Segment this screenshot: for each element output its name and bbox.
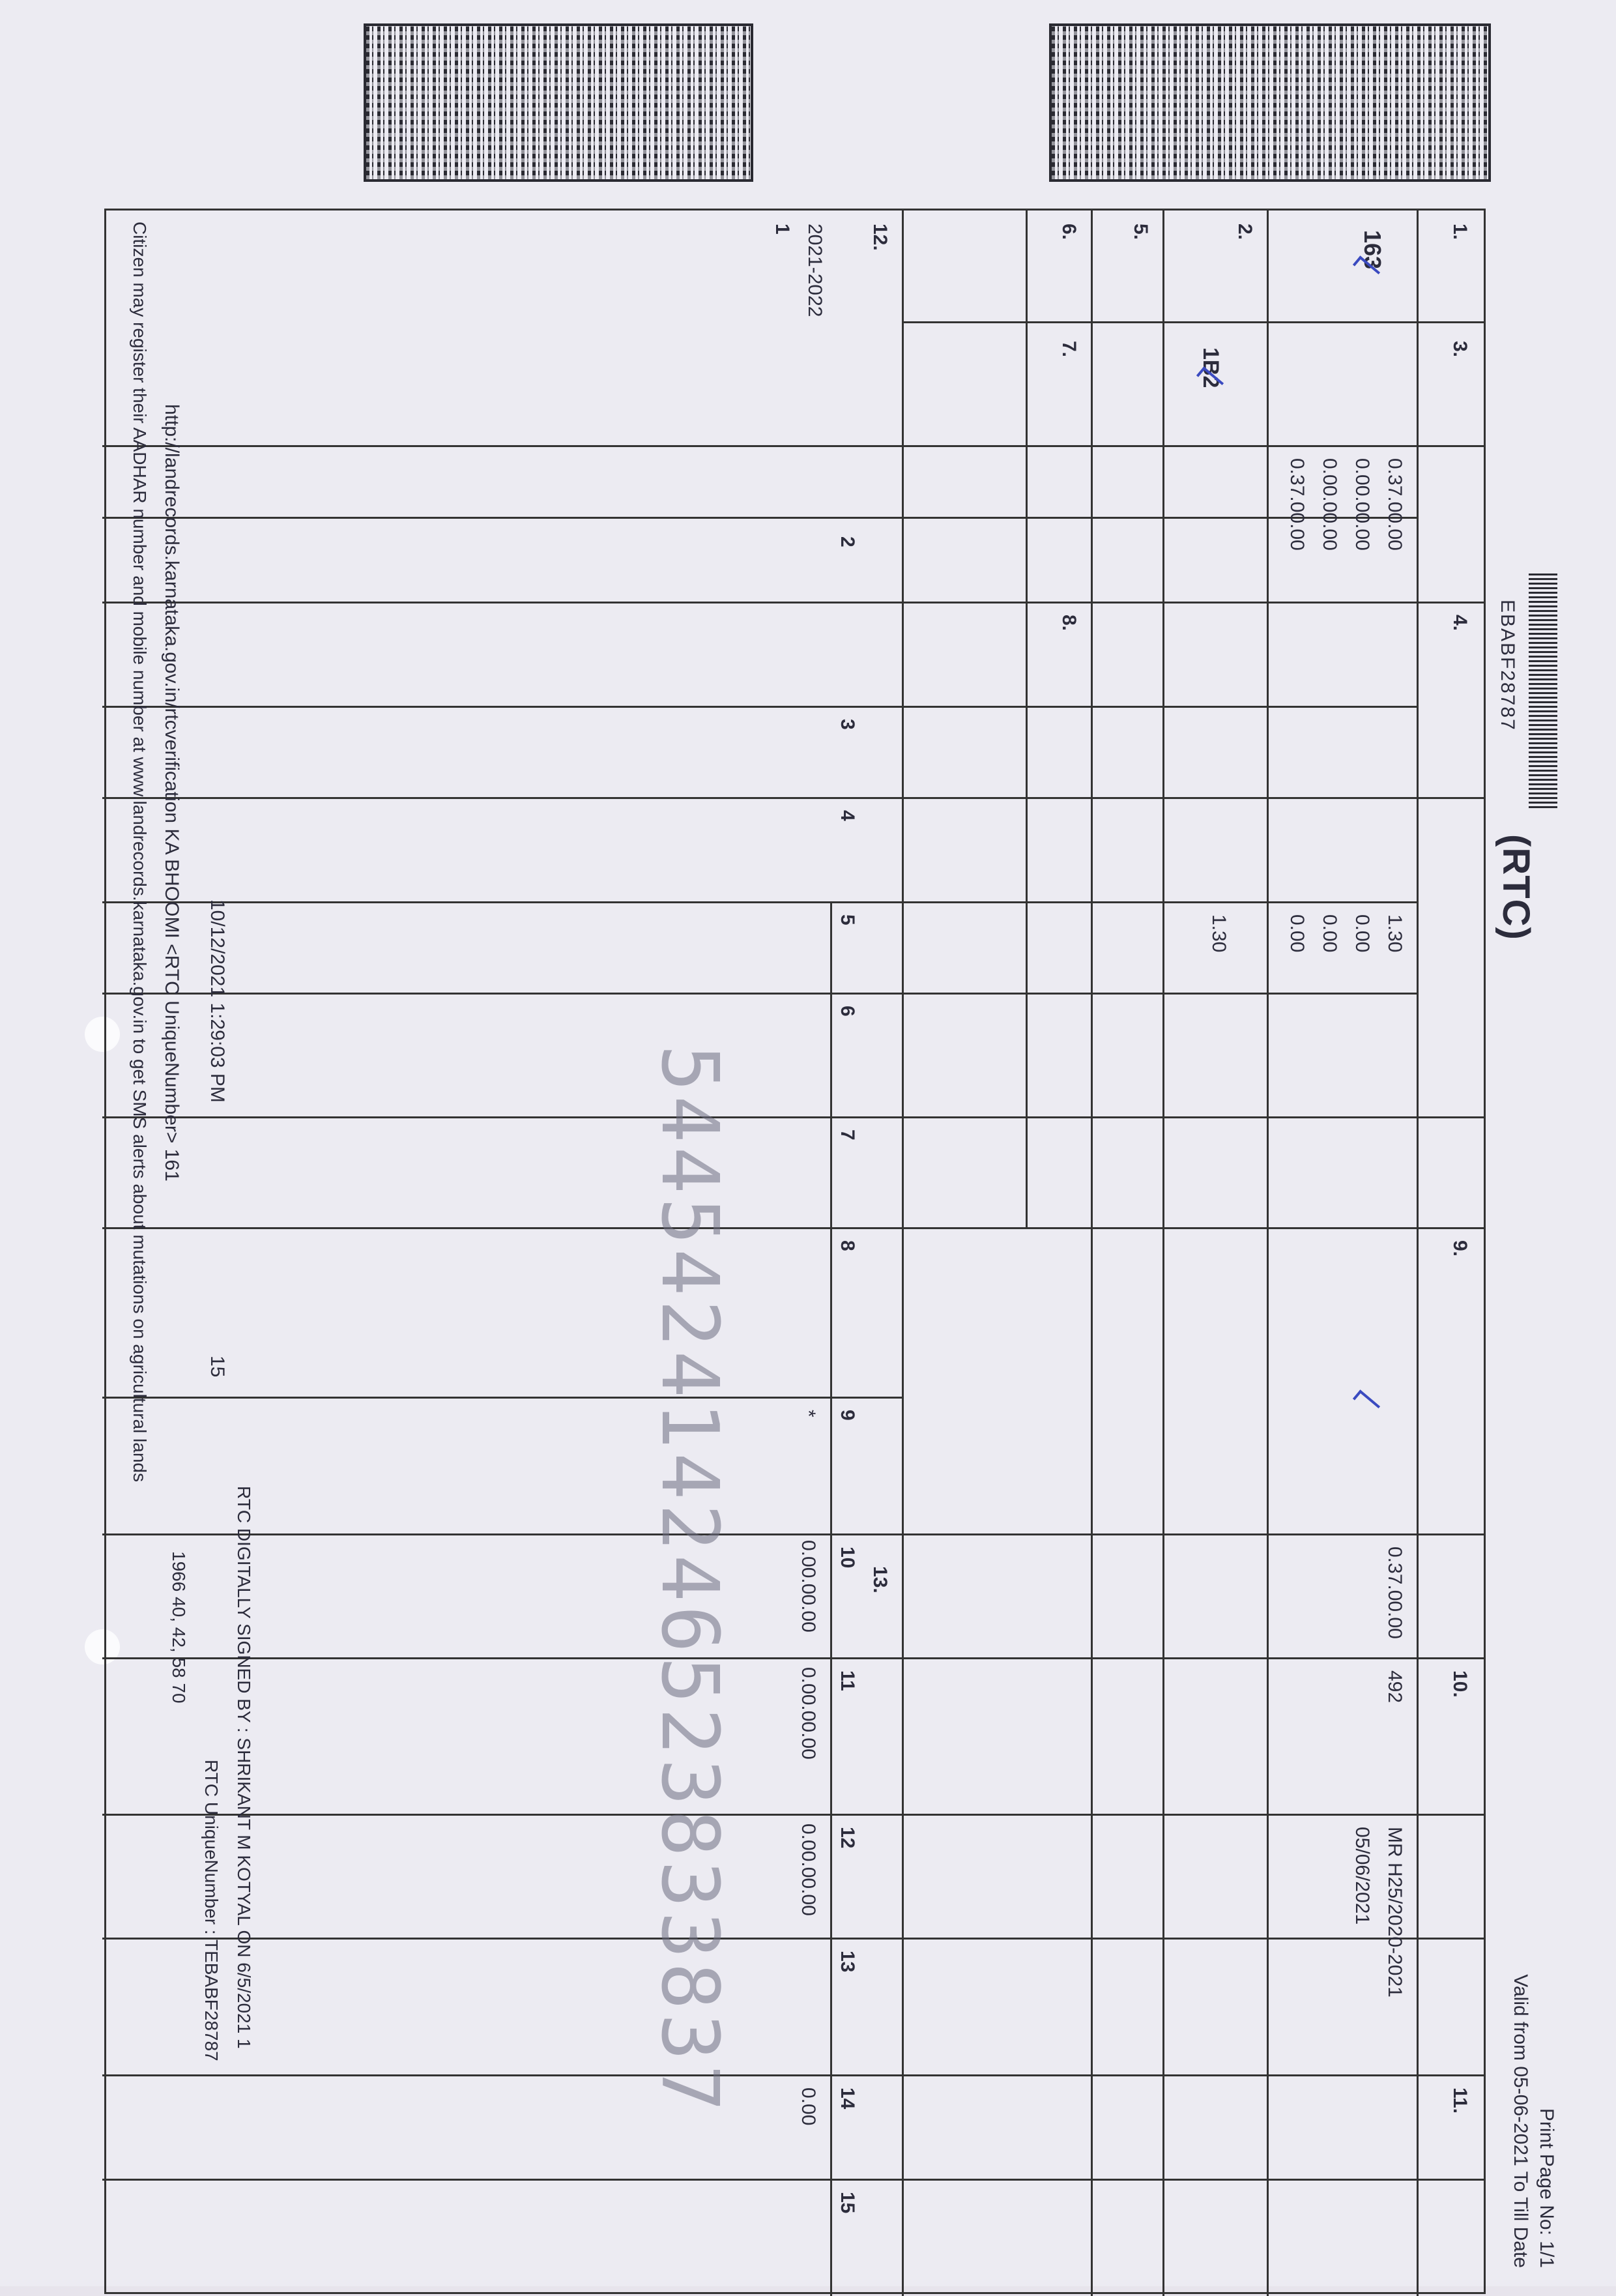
crop-mark: * bbox=[798, 1410, 819, 1417]
qr-barcode-right bbox=[1049, 23, 1491, 182]
col-13-label: 13. bbox=[869, 1566, 891, 1593]
page-fee: 15 bbox=[207, 1356, 228, 1378]
crop-season: 1 bbox=[772, 224, 793, 235]
qr-barcode-left bbox=[364, 23, 753, 182]
crop-col-4: 4 bbox=[837, 810, 858, 821]
rate-row-3: 0.00 bbox=[1319, 914, 1340, 953]
crop-col-14: 14 bbox=[837, 2087, 858, 2110]
crop-col-8: 8 bbox=[837, 1240, 858, 1251]
rate-row-4: 0.00 bbox=[1286, 914, 1308, 953]
validity-period: Valid from 05-06-2021 To Till Date bbox=[1510, 1974, 1531, 2268]
crop-value-3: 0.00.00.00 bbox=[798, 1824, 819, 1916]
col-9-label: 9. bbox=[1449, 1240, 1471, 1257]
col-7-label: 7. bbox=[1058, 341, 1080, 358]
col-1-label: 1. bbox=[1449, 224, 1471, 240]
serial-stamp-number: 544542414246523833837 bbox=[644, 1045, 734, 2116]
crop-value-4: 0.00 bbox=[798, 2087, 819, 2126]
col-6-label: 6. bbox=[1058, 224, 1080, 240]
col-10-label: 10. bbox=[1449, 1670, 1471, 1698]
extent-row-3: 0.00.00.00 bbox=[1319, 458, 1340, 551]
crop-col-7: 7 bbox=[837, 1129, 858, 1141]
citizen-notice: Citizen may register their AADHAR number and mobile number at www.landrecords.karnataka.gov.in to get SMS alerts about mutations on agricultural lands bbox=[130, 222, 150, 1482]
crop-col-11: 11 bbox=[837, 1670, 858, 1691]
extent-row-2: 0.00.00.00 bbox=[1351, 458, 1373, 551]
act-reference: 1966 40, 42, 58 70 bbox=[169, 1551, 189, 1704]
verification-url: http://landrecords.karnataka.gov.in/rtcverification KA BHOOMI <RTC UniqueNumber> 161 bbox=[161, 404, 182, 1182]
col-12-label: 12. bbox=[869, 224, 891, 251]
print-page-number: Print Page No: 1/1 bbox=[1536, 2108, 1557, 2268]
col-5-label: 5. bbox=[1130, 224, 1151, 240]
owner-extent: 0.37.00.00 bbox=[1384, 1547, 1406, 1639]
document-title: (RTC) bbox=[1495, 834, 1537, 940]
crop-col-12: 12 bbox=[837, 1827, 858, 1849]
print-date: 10/12/2021 1:29:03 PM bbox=[207, 899, 228, 1103]
khata-number: 492 bbox=[1384, 1670, 1406, 1704]
hissa-number: 1B2 bbox=[1198, 347, 1223, 388]
digital-signature: RTC DIGITALLY SIGNED BY : SHRIKANT M KOTYAL ON 6/5/2021 1 bbox=[234, 1486, 254, 2049]
crop-col-13: 13 bbox=[837, 1951, 858, 1973]
crop-value-1: 0.00.00.00 bbox=[798, 1540, 819, 1633]
crop-col-2: 2 bbox=[837, 536, 858, 547]
crop-value-2: 0.00.00.00 bbox=[798, 1667, 819, 1760]
total-rate: 1.30 bbox=[1208, 914, 1230, 953]
col-11-label: 11. bbox=[1449, 2087, 1471, 2114]
crop-year: 2021-2022 bbox=[804, 224, 826, 317]
crop-col-6: 6 bbox=[837, 1006, 858, 1017]
rtc-unique-number: RTC UniqueNumber : TEBABF28787 bbox=[201, 1760, 222, 2061]
crop-col-15: 15 bbox=[837, 2192, 858, 2214]
col-8-label: 8. bbox=[1058, 615, 1080, 632]
col-4-label: 4. bbox=[1449, 615, 1471, 632]
crop-col-10: 10 bbox=[837, 1547, 858, 1569]
col-2-label: 2. bbox=[1234, 224, 1256, 240]
rtc-document-rotated bbox=[104, 209, 1564, 2294]
check-mark bbox=[1353, 1389, 1380, 1416]
rate-row-1: 1.30 bbox=[1384, 914, 1406, 953]
survey-number: 163 bbox=[1359, 230, 1386, 270]
extent-row-4: 0.37.00.00 bbox=[1286, 458, 1308, 551]
unique-code-barcode bbox=[1529, 574, 1557, 808]
crop-col-5: 5 bbox=[837, 914, 858, 925]
crop-col-9: 9 bbox=[837, 1410, 858, 1421]
col-3-label: 3. bbox=[1449, 341, 1471, 358]
mutation-date: 05/06/2021 bbox=[1351, 1827, 1373, 1925]
rate-row-2: 0.00 bbox=[1351, 914, 1373, 953]
crop-col-3: 3 bbox=[837, 719, 858, 730]
extent-row-1: 0.37.00.00 bbox=[1384, 458, 1406, 551]
rtc-table bbox=[104, 209, 1486, 2294]
unique-code: EBABF28787 bbox=[1497, 600, 1518, 731]
mutation-number: MR H25/2020-2021 bbox=[1384, 1827, 1406, 1998]
